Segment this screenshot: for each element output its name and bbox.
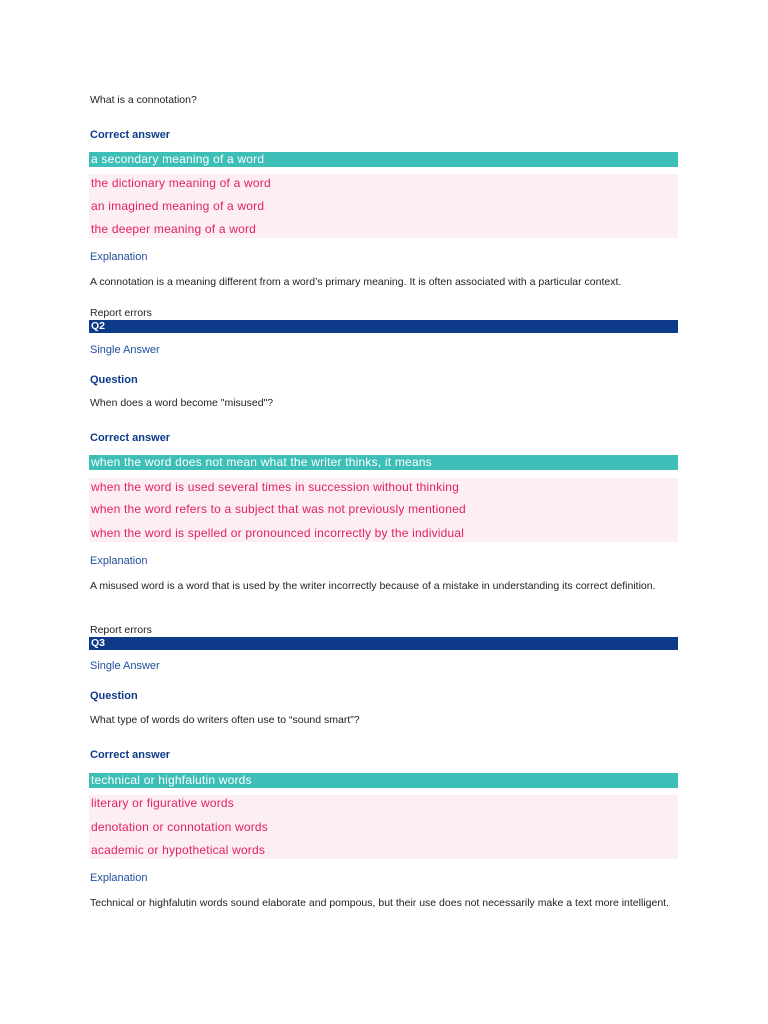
correct-answer-option[interactable]: when the word does not mean what the writer thinks, it means xyxy=(89,455,678,470)
correct-answer-label: Correct answer xyxy=(90,129,171,141)
correct-answer-label: Correct answer xyxy=(90,749,171,761)
explanation-text: A misused word is a word that is used by the writer incorrectly because of a mistake in understanding its correct definition. xyxy=(90,580,656,592)
wrong-answer-option[interactable]: the dictionary meaning of a word xyxy=(91,176,271,190)
question-number-bar: Q2 xyxy=(89,320,678,333)
wrong-answer-option[interactable]: literary or figurative words xyxy=(91,796,234,810)
wrong-answer-option[interactable]: when the word refers to a subject that was not previously mentioned xyxy=(91,502,466,516)
report-errors-link[interactable]: Report errors xyxy=(90,307,152,319)
question-type: Single Answer xyxy=(90,660,160,672)
question-number-bar: Q3 xyxy=(89,637,678,650)
wrong-answer-option[interactable]: an imagined meaning of a word xyxy=(91,199,265,213)
wrong-answer-option[interactable]: when the word is used several times in succession without thinking xyxy=(91,480,460,494)
wrong-answers-block xyxy=(89,478,678,542)
wrong-answers-block xyxy=(89,795,678,859)
report-errors-link[interactable]: Report errors xyxy=(90,624,152,636)
wrong-answers-block xyxy=(89,174,678,238)
question-text: What is a connotation? xyxy=(90,94,197,106)
question-label: Question xyxy=(90,690,138,702)
explanation-label: Explanation xyxy=(90,872,148,884)
explanation-label: Explanation xyxy=(90,555,148,567)
correct-answer-option[interactable]: technical or highfalutin words xyxy=(89,773,678,788)
correct-answer-option[interactable]: a secondary meaning of a word xyxy=(89,152,678,167)
correct-answer-label: Correct answer xyxy=(90,432,171,444)
wrong-answer-option[interactable]: denotation or connotation words xyxy=(91,820,268,834)
explanation-text: A connotation is a meaning different from a word’s primary meaning. It is often associated with a particular context. xyxy=(90,276,622,288)
question-type: Single Answer xyxy=(90,344,160,356)
explanation-label: Explanation xyxy=(90,251,148,263)
explanation-text: Technical or highfalutin words sound elaborate and pompous, but their use does not necessarily make a text more intelligent. xyxy=(90,897,670,909)
wrong-answer-option[interactable]: academic or hypothetical words xyxy=(91,843,266,857)
question-label: Question xyxy=(90,374,138,386)
question-text: When does a word become "misused"? xyxy=(90,397,274,409)
wrong-answer-option[interactable]: when the word is spelled or pronounced incorrectly by the individual xyxy=(91,526,465,540)
question-text: What type of words do writers often use to “sound smart”? xyxy=(90,714,360,726)
wrong-answer-option[interactable]: the deeper meaning of a word xyxy=(91,222,257,236)
